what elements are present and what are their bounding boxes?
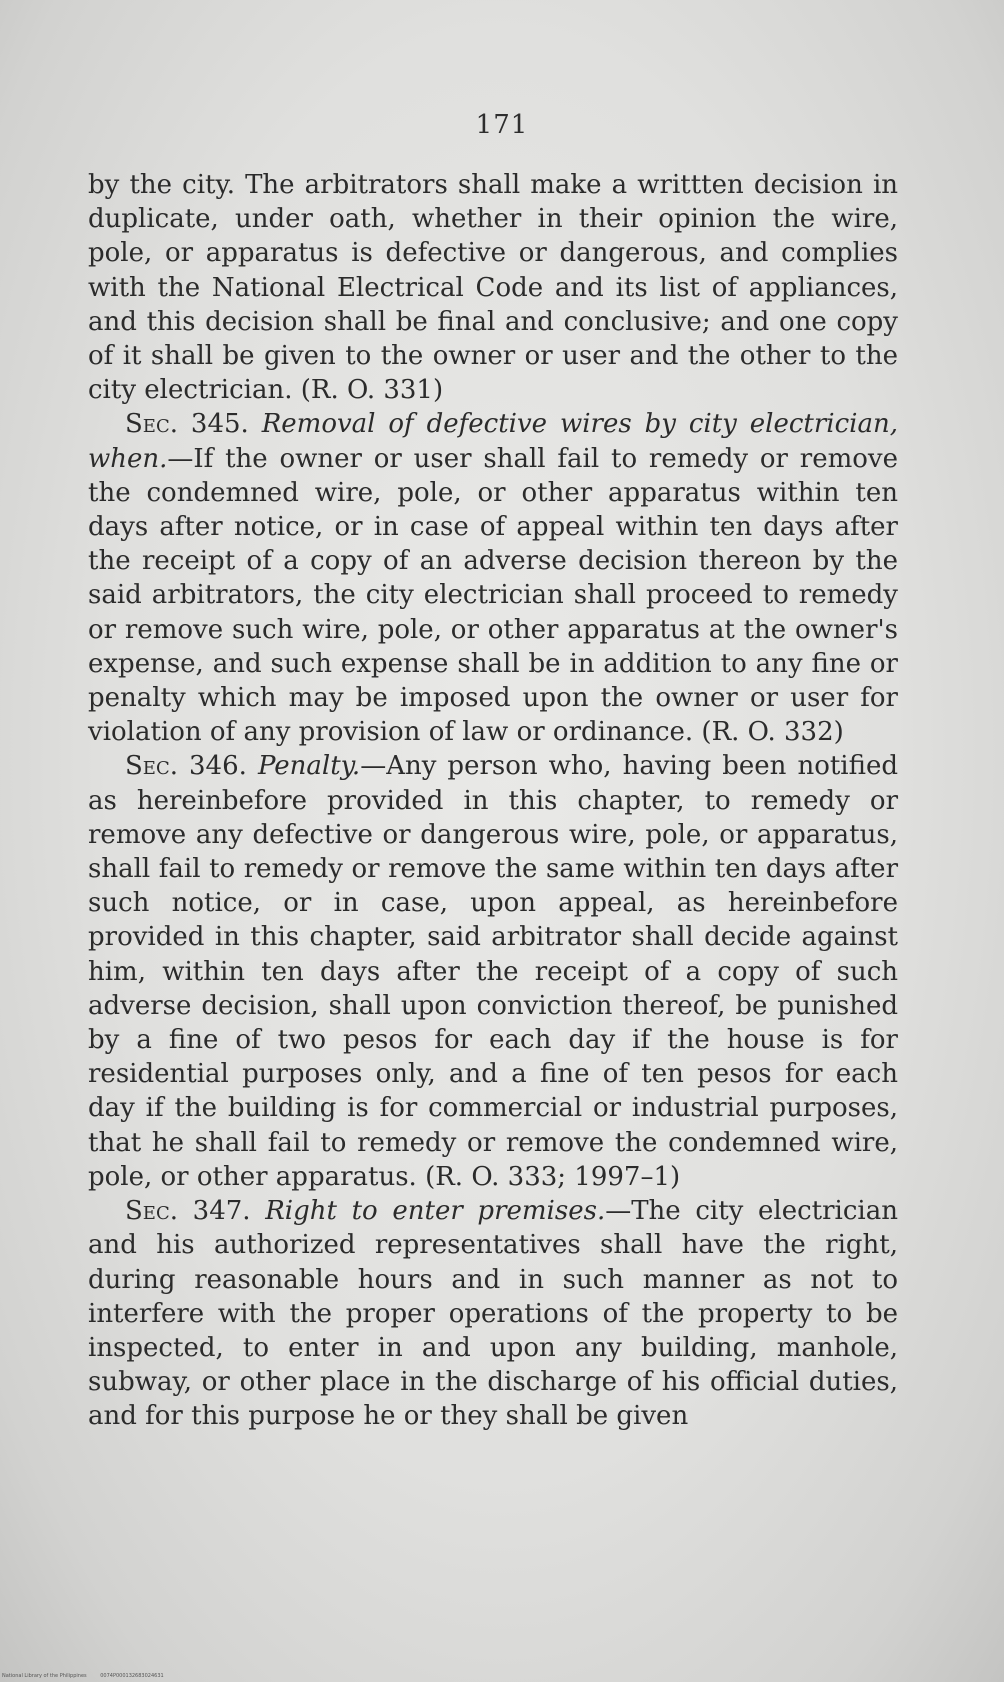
section-label: Sec. 346. <box>125 751 247 782</box>
section-body: —If the owner or user shall fail to remedy or remove the condemned wire, pole, or other apparatus within ten days after notice, or in case of appeal within ten days after the receipt of a copy of an adverse decision thereon by the said arbitrators, the city electrician shall proceed to remedy or remove such wire, pole, or other apparatus at the owner's expense, and such expense shall be in addition to any fine or penalty which may be imposed upon the owner or user for violation of any provision of law or ordinance. (R. O. 332) <box>88 443 898 748</box>
section-label: Sec. 347. <box>125 1196 251 1227</box>
section-345-paragraph <box>88 407 898 749</box>
library-name: National Library of the Philippines <box>2 1673 87 1679</box>
intro-paragraph: by the city. The arbitrators shall make a writtten decision in duplicate, under oath, whether in their opinion the wire, pole, or apparatus is defective or dangerous, and complies with the National Electrical Code and its list of appliances, and this decision shall be final and conclusive; and one copy of it shall be given to the owner or user and the other to the city electrician. (R. O. 331) <box>88 170 898 406</box>
section-title: Removal of defective wires by city electrician, when. <box>88 409 898 474</box>
body-text <box>88 168 898 1434</box>
scan-identifier: 0074P000132683024631 <box>100 1673 164 1679</box>
section-body: —Any person who, having been notified as hereinbefore provided in this chapter, to remedy or remove any defective or dangerous wire, pole, or apparatus, shall fail to remedy or remove the same within ten days after such notice, or in case, upon appeal, as hereinbefore provided in this chapter, said arbitrator shall decide against him, within ten days after the receipt of a copy of such adverse decision, shall upon conviction thereof, be punished by a fine of two pesos for each day if the house is for residential purposes only, and a fine of ten pesos for each day if the building is for commercial or industrial purposes, that he shall fail to remedy or remove the condemned wire, pole, or other apparatus. (R. O. 333; 1997–1) <box>88 751 898 1192</box>
section-title: Right to enter premises. <box>265 1196 606 1227</box>
section-title: Penalty. <box>257 751 361 782</box>
section-body: —The city electrician and his authorized representatives shall have the right, during reasonable hours and in such manner as not to interfere with the proper operations of the property to be inspected, to enter in and upon any building, manhole, subway, or other place in the discharge of his official duties, and for this purpose he or they shall be given <box>88 1196 898 1432</box>
scan-credit <box>2 1673 164 1679</box>
section-347-paragraph <box>88 1194 898 1433</box>
section-label: Sec. 345. <box>125 409 249 440</box>
section-346-paragraph <box>88 749 898 1194</box>
page-number: 171 <box>475 110 529 140</box>
